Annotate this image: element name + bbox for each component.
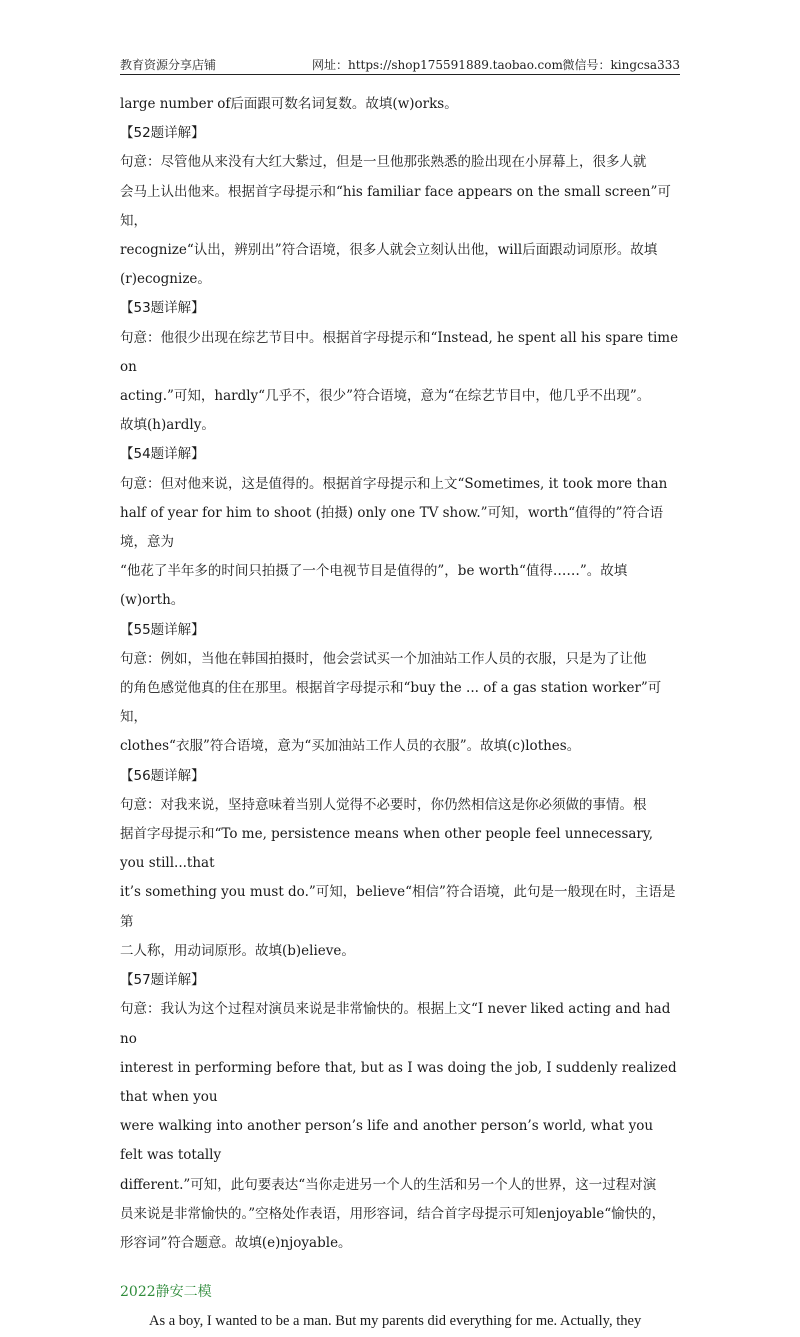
explanation-line: 会马上认出他来。根据首字母提示和“his familiar face appears on the small screen”可知， — [120, 183, 671, 229]
question-heading: 【55题详解】 — [120, 621, 205, 638]
explanation-line: 的角色感觉他真的住在那里。根据首字母提示和“buy the ... of a gas station worker”可知， — [120, 680, 662, 726]
explanation-line: 句意：尽管他从来没有大红大紫过，但是一旦他那张熟悉的脸出现在小屏幕上，很多人就 — [120, 154, 647, 171]
passage-first-line: As a boy, I wanted to be a man. But my parents did everything for me. Actually, they — [149, 1313, 642, 1330]
explanation-line: interest in performing before that, but as I was doing the job, I suddenly realized that when you — [120, 1059, 677, 1105]
explanation-line: half of year for him to shoot (拍摄) only one TV show.”可知，worth“值得的”符合语境，意为 — [120, 504, 664, 551]
question-53 — [120, 294, 680, 440]
explanation-line: 据首字母提示和“To me, persistence means when other people feel unnecessary, you still...that — [120, 826, 654, 872]
question-57 — [120, 966, 680, 1258]
explanation-line: acting.”可知，hardly“几乎不，很少”符合语境，意为“在综艺节目中，他几乎不出现”。 — [120, 388, 651, 405]
explanation-line: 员来说是非常愉快的。”空格处作表语，用形容词，结合首字母提示可知enjoyable“愉快的， — [120, 1205, 666, 1222]
explanation-line: (r)ecognize。 — [120, 271, 211, 288]
question-heading: 【53题详解】 — [120, 300, 205, 317]
explanation-line: 句意：例如，当他在韩国拍摄时，他会尝试买一个加油站工作人员的衣服，只是为了让他 — [120, 650, 647, 667]
question-heading: 【56题详解】 — [120, 767, 205, 784]
explanation-line: recognize“认出，辨别出”符合语境，很多人就会立刻认出他，will后面跟动词原形。故填 — [120, 242, 658, 259]
explanation-line: (w)orth。 — [120, 592, 185, 609]
question-heading: 【52题详解】 — [120, 125, 205, 142]
question-54 — [120, 440, 680, 615]
explanation-line: clothes“衣服”符合语境，意为“买加油站工作人员的衣服”。故填(c)lothes。 — [120, 738, 581, 755]
page-header — [120, 56, 680, 76]
question-52 — [120, 119, 680, 294]
explanation-line: “他花了半年多的时间只拍摄了一个电视节目是值得的”，be worth“值得……”。故填 — [120, 563, 628, 580]
explanation-line: 句意：但对他来说，这是值得的。根据首字母提示和上文“Sometimes, it took more than — [120, 475, 668, 492]
explanation-line: 句意：我认为这个过程对演员来说是非常愉快的。根据上文“I never liked acting and had no — [120, 1001, 671, 1047]
explanation-line: different.”可知，此句要表达“当你走进另一个人的生活和另一个人的世界，这一过程对演 — [120, 1176, 657, 1193]
header-shop-name: 教育资源分享店铺 — [120, 58, 217, 72]
explanation-line: 故填(h)ardly。 — [120, 417, 215, 434]
question-heading: 【54题详解】 — [120, 446, 205, 463]
explanation-line: it’s something you must do.”可知，believe“相信”符合语境，此句是一般现在时，主语是第 — [120, 884, 676, 930]
document-body — [120, 90, 680, 1337]
explanation-line: were walking into another person’s life and another person’s world, what you felt was totally — [120, 1118, 654, 1164]
header-divider — [120, 74, 680, 75]
question-56 — [120, 762, 680, 966]
explanation-line: 句意：他很少出现在综艺节目中。根据首字母提示和“Instead, he spent all his spare time on — [120, 329, 679, 375]
explanation-line: 形容词”符合题意。故填(e)njoyable。 — [120, 1234, 352, 1251]
section-title: 2022静安二模 — [120, 1284, 212, 1301]
intro-line: large number of后面跟可数名词复数。故填(w)orks。 — [120, 96, 458, 112]
header-wechat: 微信号：kingcsa333 — [562, 58, 680, 72]
question-55 — [120, 616, 680, 762]
question-heading: 【57题详解】 — [120, 972, 205, 989]
explanation-line: 二人称，用动词原形。故填(b)elieve。 — [120, 942, 355, 959]
header-url[interactable]: 网址：https://shop175591889.taobao.com — [312, 58, 563, 72]
explanation-line: 句意：对我来说，坚持意味着当别人觉得不必要时，你仍然相信这是你必须做的事情。根 — [120, 796, 647, 813]
